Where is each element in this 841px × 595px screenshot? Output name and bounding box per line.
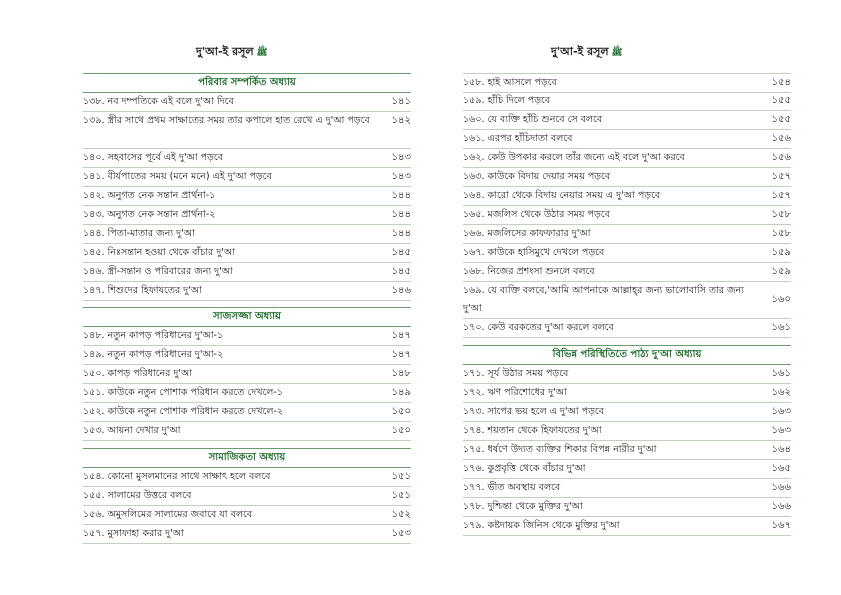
toc-entry[interactable]: ১৪৬. স্ত্রী-সন্তান ও পরিবারের জন্য দু'আ ১৪৫ [83, 263, 411, 282]
toc-entry[interactable]: ১৬৬. মজলিসের কাফফারার দু'আ ১৫৮ [463, 225, 791, 244]
toc-entry[interactable]: ১৪২. অনুগত নেক সন্তান প্রার্থনা-১ ১৪৪ [83, 187, 411, 206]
right-title-text: দু'আ-ই রসূল [551, 45, 609, 58]
toc-entry[interactable]: ১৬৯. যে ব্যক্তি বলবে,'আমি আপনাকে আল্লাহ্‌র জন্য ভালোবাসি তার জন্য দু'আ ১৬০ [463, 282, 791, 319]
section-heading-situations: বিভিন্ন পরিস্থিতিতে পাঠ্য দু'আ অধ্যায় [463, 345, 791, 365]
toc-entry[interactable]: ১৭৫. ধর্ষণে উদ্যত ব্যক্তির শিকার বিপন্ন নারীর দু'আ ১৬৪ [463, 441, 791, 460]
toc-entry[interactable]: ১৫৮. হাই আসলে পড়বে ১৫৪ [463, 73, 791, 93]
toc-entry[interactable]: ১৬২. কেউ উপকার করলে তাঁর জন্যে এই বলে দু'আ করবে ১৫৬ [463, 149, 791, 168]
toc-entry[interactable]: ১৫৯. হাঁচি দিলে পড়বে ১৫৫ [463, 92, 791, 111]
toc-entry[interactable]: ১৪৮. নতুন কাপড় পরিধানের দু'আ-১ ১৪৭ [83, 327, 411, 346]
toc-entry[interactable]: ১৬৭. কাউকে হাসিমুখে দেখলে পড়বে ১৫৯ [463, 244, 791, 263]
toc-entry[interactable]: ১৭১. সূর্য উঠার সময় পড়বে ১৬১ [463, 365, 791, 384]
toc-entry[interactable]: ১৪১. বীর্যপাতের সময় (মনে মনে) এই দু'আ পড়বে ১৪৩ [83, 168, 411, 187]
toc-entry[interactable]: ১৫২. কাউকে নতুন পোশাক পরিধান করতে দেখলে-২ ১৫০ [83, 403, 411, 422]
salawat-icon: ﷺ [611, 48, 623, 58]
toc-entry[interactable]: ১৪৭. শিশুদের হিফাযতের দু'আ ১৪৬ [83, 282, 411, 301]
toc-entry[interactable]: ১৪৩. অনুগত নেক সন্তান প্রার্থনা-২ ১৪৪ [83, 206, 411, 225]
section-heading-adornment: সাজসজ্জা অধ্যায় [83, 307, 411, 327]
toc-entry[interactable]: ১৩৯. স্ত্রীর সাথে প্রথম সাক্ষাতের সময় তার কপালে হাত রেখে এ দু'আ পড়বে ১৪২ [83, 112, 411, 149]
toc-entry[interactable]: ১৭৬. কুপ্রবৃত্তি থেকে বাঁচার দু'আ ১৬৫ [463, 460, 791, 479]
right-page [420, 0, 841, 595]
left-page-title [196, 43, 267, 62]
toc-entry[interactable]: ১৭৯. কষ্টদায়ক জিনিস থেকে মুক্তির দু'আ ১৬৭ [463, 517, 791, 536]
toc-entry[interactable]: ১৭০. কেউ বরকতের দু'আ করলে বলবে ১৬১ [463, 319, 791, 338]
toc-entry[interactable]: ১৭৪. শয়তান থেকে হিফাযতের দু'আ ১৬৩ [463, 422, 791, 441]
toc-entry[interactable]: ১৫৪. কোনো মুসলমানের সাথে সাক্ষাৎ হলে বলবে ১৫১ [83, 468, 411, 487]
toc-entry[interactable]: ১৪৪. পিতা-মাতার জন্য দু'আ ১৪৪ [83, 225, 411, 244]
toc-entry[interactable]: ১৩৮. নব দম্পতিকে এই বলে দু'আ দিবে ১৪১ [83, 93, 411, 112]
toc-entry[interactable]: ১৬১. এরপর হাঁচিদাতা বলবে ১৫৬ [463, 130, 791, 149]
toc-entry[interactable]: ১৫১. কাউকে নতুন পোশাক পরিধান করতে দেখলে-১ ১৪৯ [83, 384, 411, 403]
toc-entry[interactable]: ১৪৯. নতুন কাপড় পরিধানের দু'আ-২ ১৪৭ [83, 346, 411, 365]
toc-entry[interactable]: ১৭৮. দুশ্চিন্তা থেকে মুক্তির দু'আ ১৬৬ [463, 498, 791, 517]
toc-entry[interactable]: ১৬৪. কারো থেকে বিদায় নেয়ার সময় এ দু'আ পড়বে ১৫৭ [463, 187, 791, 206]
left-title-text: দু'আ-ই রসূল [196, 45, 254, 58]
toc-entry[interactable]: ১৫০. কাপড় পরিধানের দু'আ ১৪৮ [83, 365, 411, 384]
left-page [0, 0, 420, 595]
toc-entry[interactable]: ১৭৭. ভীত অবস্থায় বলবে ১৬৬ [463, 479, 791, 498]
toc-entry[interactable]: ১৬৮. নিজের প্রশংসা শুনলে বলবে ১৫৯ [463, 263, 791, 282]
right-page-title [551, 43, 622, 62]
toc-entry[interactable]: ১৬৫. মজলিস থেকে উঠার সময় পড়বে ১৫৮ [463, 206, 791, 225]
toc-entry[interactable]: ১৬৩. কাউকে বিদায় দেয়ার সময় পড়বে ১৫৭ [463, 168, 791, 187]
toc-entry[interactable]: ১৫৩. আয়না দেখার দু'আ ১৫০ [83, 422, 411, 441]
toc-entry[interactable]: ১৬০. যে ব্যক্তি হাঁচি শুনবে সে বলবে ১৫৫ [463, 111, 791, 130]
toc-entry[interactable]: ১৭২. ঋণ পরিশোধের দু'আ ১৬২ [463, 384, 791, 403]
toc-entry[interactable]: ১৪০. সহবাসের পূর্বে এই দু'আ পড়বে ১৪৩ [83, 149, 411, 168]
toc-entry[interactable]: ১৪৫. নিঃসন্তান হওয়া থেকে বাঁচার দু'আ ১৪৫ [83, 244, 411, 263]
toc-entry[interactable]: ১৫৬. অমুসলিমের সালামের জবাবে যা বলবে ১৫২ [83, 506, 411, 525]
toc-entry[interactable]: ১৫৫. সালামের উত্তরে বলবে ১৫১ [83, 487, 411, 506]
section-heading-social: সামাজিকতা অধ্যায় [83, 448, 411, 468]
salawat-icon: ﷺ [256, 48, 268, 58]
toc-entry[interactable]: ১৫৭. মুসাফাহা করার দু'আ ১৫৩ [83, 525, 411, 544]
toc-entry[interactable]: ১৭৩. সাপের ভয় হলে এ দু'আ পড়বে ১৬৩ [463, 403, 791, 422]
section-heading-family: পরিবার সম্পর্কিত অধ্যায় [83, 73, 411, 93]
